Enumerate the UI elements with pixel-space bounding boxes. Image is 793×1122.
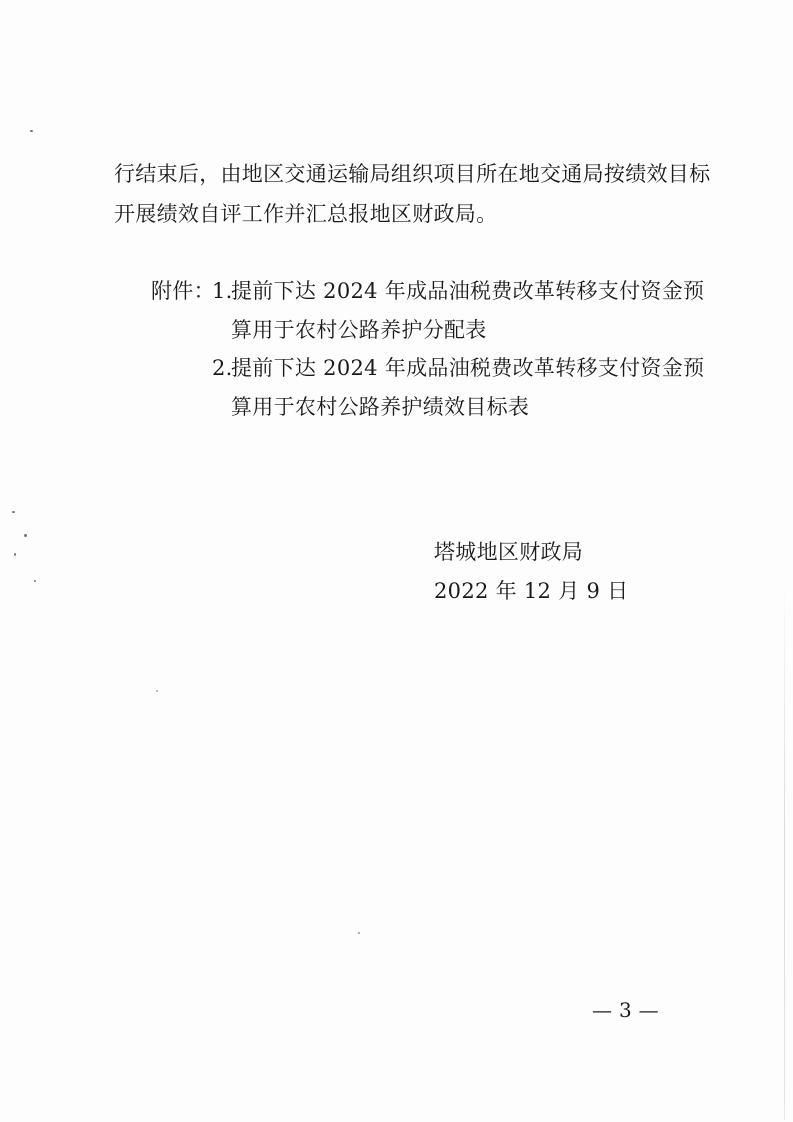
- attachment-2-title-line-1: 提前下达 2024 年成品油税费改革转移支付资金预: [231, 356, 705, 380]
- body-paragraph-line-2: 开展绩效自评工作并汇总报地区财政局。: [114, 202, 498, 226]
- scan-speck: [12, 511, 15, 513]
- attachment-1-number: 1.: [212, 279, 233, 303]
- signature-date: 2022 年 12 月 9 日: [434, 579, 629, 603]
- scan-edge-line: [784, 560, 785, 1120]
- attachments-label: 附件：: [151, 279, 215, 303]
- attachment-2-title-line-2: 算用于农村公路养护绩效目标表: [231, 395, 530, 419]
- scan-speck: [358, 932, 360, 934]
- scan-speck: [156, 690, 158, 692]
- page-number: — 3 —: [592, 998, 659, 1022]
- attachment-2-number: 2.: [212, 356, 233, 380]
- attachment-1-title-line-2: 算用于农村公路养护分配表: [231, 318, 487, 342]
- scan-speck: [24, 534, 27, 537]
- attachment-1-title-line-1: 提前下达 2024 年成品油税费改革转移支付资金预: [231, 279, 705, 303]
- scan-speck: [30, 130, 33, 132]
- scan-speck: [14, 553, 16, 556]
- scan-speck: [34, 580, 36, 582]
- signature-organization: 塔城地区财政局: [434, 540, 584, 564]
- body-paragraph-line-1: 行结束后，由地区交通运输局组织项目所在地交通局按绩效目标: [114, 162, 711, 186]
